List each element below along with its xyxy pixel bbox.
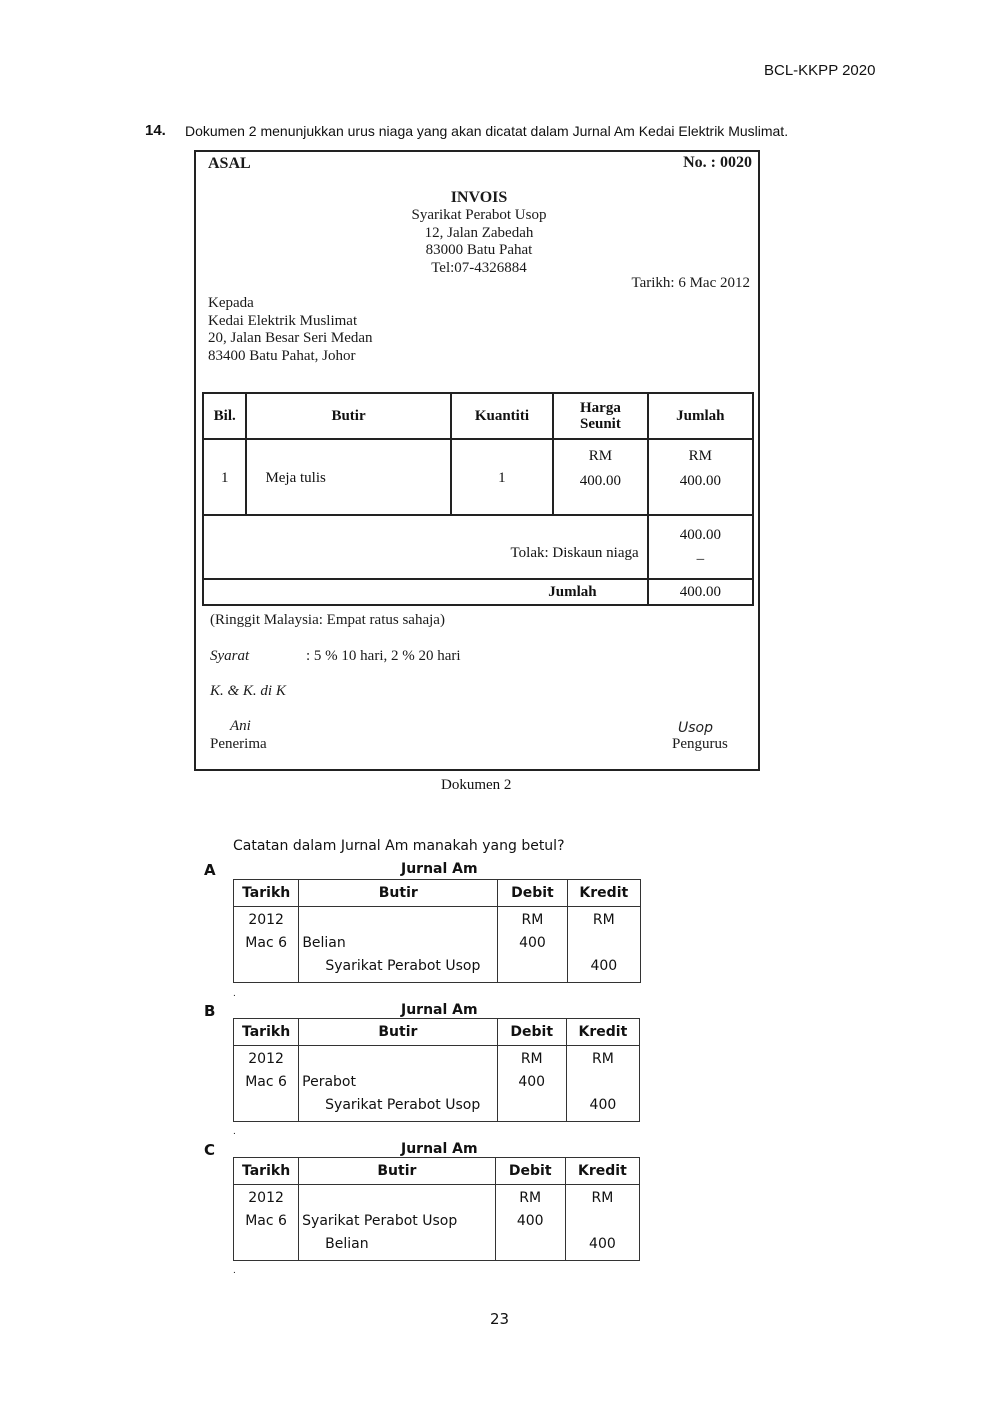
question-text: Dokumen 2 menunjukkan urus niaga yang akan dicatat dalam Jurnal Am Kedai Elektrik Muslimat. xyxy=(185,123,789,139)
item-jumlah-currency: RM xyxy=(688,448,712,464)
option-a-journal xyxy=(233,879,641,983)
option-c-dot: . xyxy=(233,1265,236,1276)
option-c-th-kredit: Kredit xyxy=(565,1158,639,1185)
option-c-th-debit: Debit xyxy=(495,1158,565,1185)
col-harga-line2: Seunit xyxy=(579,416,621,432)
option-c-title: Jurnal Am xyxy=(401,1141,478,1157)
option-b-debit-currency: RM xyxy=(520,1051,543,1067)
invoice-header-row xyxy=(203,393,753,439)
option-c-kredit-currency: RM xyxy=(591,1190,614,1206)
option-c-date: Mac 6 xyxy=(245,1213,287,1229)
option-c-th-butir: Butir xyxy=(299,1158,495,1185)
buyer-city: 83400 Batu Pahat, Johor xyxy=(208,347,356,364)
total-value: 400.00 xyxy=(648,579,753,605)
option-c-tarikh xyxy=(234,1185,299,1261)
seller-phone: Tel:07-4326884 xyxy=(431,259,527,276)
option-a-th-debit: Debit xyxy=(498,880,567,907)
option-b-date: Mac 6 xyxy=(245,1074,287,1090)
seller-address xyxy=(196,207,762,277)
invoice-subtotal-row xyxy=(203,515,753,579)
option-b-letter[interactable]: B xyxy=(204,1002,216,1020)
option-c-debit-amount: 400 xyxy=(516,1213,544,1229)
option-a-th-butir: Butir xyxy=(299,880,498,907)
option-a-th-tarikh: Tarikh xyxy=(234,880,299,907)
item-butir: Meja tulis xyxy=(246,439,450,515)
col-harga xyxy=(553,393,647,439)
subtotal-cell xyxy=(648,515,753,579)
option-b-journal xyxy=(233,1018,640,1122)
option-c-debit-account: Syarikat Perabot Usop xyxy=(302,1213,458,1229)
option-c-debit xyxy=(495,1185,565,1261)
col-bil: Bil. xyxy=(203,393,246,439)
option-b-tarikh xyxy=(234,1046,299,1122)
option-c-kredit xyxy=(565,1185,639,1261)
seller-street: 12, Jalan Zabedah xyxy=(424,224,534,241)
option-b-kredit-currency: RM xyxy=(591,1051,614,1067)
total-label: Jumlah xyxy=(203,579,648,605)
item-bil: 1 xyxy=(203,439,246,515)
option-b-th-kredit: Kredit xyxy=(566,1019,639,1046)
col-kuantiti: Kuantiti xyxy=(451,393,554,439)
option-a-dot: . xyxy=(233,988,236,999)
invoice-item-row xyxy=(203,439,753,515)
subtotal-value: 400.00 xyxy=(679,527,721,543)
option-b-th-tarikh: Tarikh xyxy=(234,1019,299,1046)
item-harga-value: 400.00 xyxy=(579,473,622,489)
manager-label: Pengurus xyxy=(672,736,728,752)
option-a-debit-amount: 400 xyxy=(519,935,546,951)
page-number: 23 xyxy=(490,1310,510,1328)
option-a-tarikh xyxy=(234,907,299,983)
invoice-total-row xyxy=(203,579,753,605)
header-code: BCL-KKPP 2020 xyxy=(764,62,876,79)
item-jumlah xyxy=(648,439,753,515)
option-a-kredit xyxy=(567,907,640,983)
option-c-butir xyxy=(299,1185,495,1261)
buyer-address xyxy=(208,295,373,365)
option-b-kredit-amount: 400 xyxy=(589,1097,617,1113)
item-kuantiti: 1 xyxy=(451,439,554,515)
terms-value: : 5 % 10 hari, 2 % 20 hari xyxy=(306,648,461,664)
terms-label: Syarat xyxy=(210,648,250,664)
option-b-dot: . xyxy=(233,1126,236,1137)
option-b-debit-amount: 400 xyxy=(518,1074,546,1090)
option-c-journal xyxy=(233,1157,640,1261)
option-c-credit-account: Belian xyxy=(325,1236,369,1252)
eoe-note: K. & K. di K xyxy=(210,683,286,699)
option-b-butir xyxy=(299,1046,497,1122)
option-c-year: 2012 xyxy=(248,1190,284,1206)
option-a-credit-account: Syarikat Perabot Usop xyxy=(325,958,481,974)
discount-value: – xyxy=(696,551,705,567)
item-jumlah-value: 400.00 xyxy=(679,473,721,489)
option-a-debit-account: Belian xyxy=(302,935,346,951)
invoice-copy-label: ASAL xyxy=(208,155,251,172)
receiver-label: Penerima xyxy=(210,736,267,752)
option-a-butir xyxy=(299,907,498,983)
question-prompt: Catatan dalam Jurnal Am manakah yang betul? xyxy=(233,838,565,854)
option-b-kredit xyxy=(566,1046,639,1122)
seller-name: Syarikat Perabot Usop xyxy=(411,207,547,223)
option-a-title: Jurnal Am xyxy=(401,861,478,877)
seller-city: 83000 Batu Pahat xyxy=(425,242,533,258)
invoice-document xyxy=(194,150,760,771)
discount-label: Tolak: Diskaun niaga xyxy=(203,515,648,579)
option-a-debit-currency: RM xyxy=(521,912,544,928)
receiver-signature: Ani xyxy=(230,718,251,734)
item-harga xyxy=(553,439,647,515)
option-a-date: Mac 6 xyxy=(245,935,288,951)
option-b-title: Jurnal Am xyxy=(401,1002,478,1018)
invoice-table xyxy=(202,392,754,606)
buyer-street: 20, Jalan Besar Seri Medan xyxy=(208,330,373,346)
option-a-letter[interactable]: A xyxy=(204,861,216,879)
invoice-date: Tarikh: 6 Mac 2012 xyxy=(631,275,750,291)
invoice-title: INVOIS xyxy=(450,189,508,206)
invoice-number: No. : 0020 xyxy=(683,154,752,171)
col-harga-line1: Harga xyxy=(580,400,621,416)
option-b-credit-account: Syarikat Perabot Usop xyxy=(325,1097,481,1113)
to-label: Kepada xyxy=(208,295,254,311)
amount-in-words: (Ringgit Malaysia: Empat ratus sahaja) xyxy=(210,612,445,628)
manager-signature: Usop xyxy=(678,720,713,736)
option-c-debit-currency: RM xyxy=(519,1190,542,1206)
option-a-kredit-currency: RM xyxy=(592,912,615,928)
buyer-name: Kedai Elektrik Muslimat xyxy=(208,312,358,329)
document-caption: Dokumen 2 xyxy=(441,777,512,793)
option-c-kredit-amount: 400 xyxy=(589,1236,616,1252)
option-b-year: 2012 xyxy=(248,1051,284,1067)
option-b-debit-account: Perabot xyxy=(302,1074,356,1090)
option-b-th-butir: Butir xyxy=(299,1019,497,1046)
option-a-kredit-amount: 400 xyxy=(590,958,618,974)
question-number: 14. xyxy=(145,122,166,139)
option-a-debit xyxy=(498,907,567,983)
col-jumlah: Jumlah xyxy=(648,393,753,439)
option-c-letter[interactable]: C xyxy=(204,1141,216,1159)
option-b-debit xyxy=(497,1046,566,1122)
option-a-th-kredit: Kredit xyxy=(567,880,640,907)
option-b-th-debit: Debit xyxy=(497,1019,566,1046)
col-butir: Butir xyxy=(246,393,450,439)
option-c-th-tarikh: Tarikh xyxy=(234,1158,299,1185)
option-a-year: 2012 xyxy=(248,912,284,928)
item-harga-currency: RM xyxy=(588,448,613,464)
